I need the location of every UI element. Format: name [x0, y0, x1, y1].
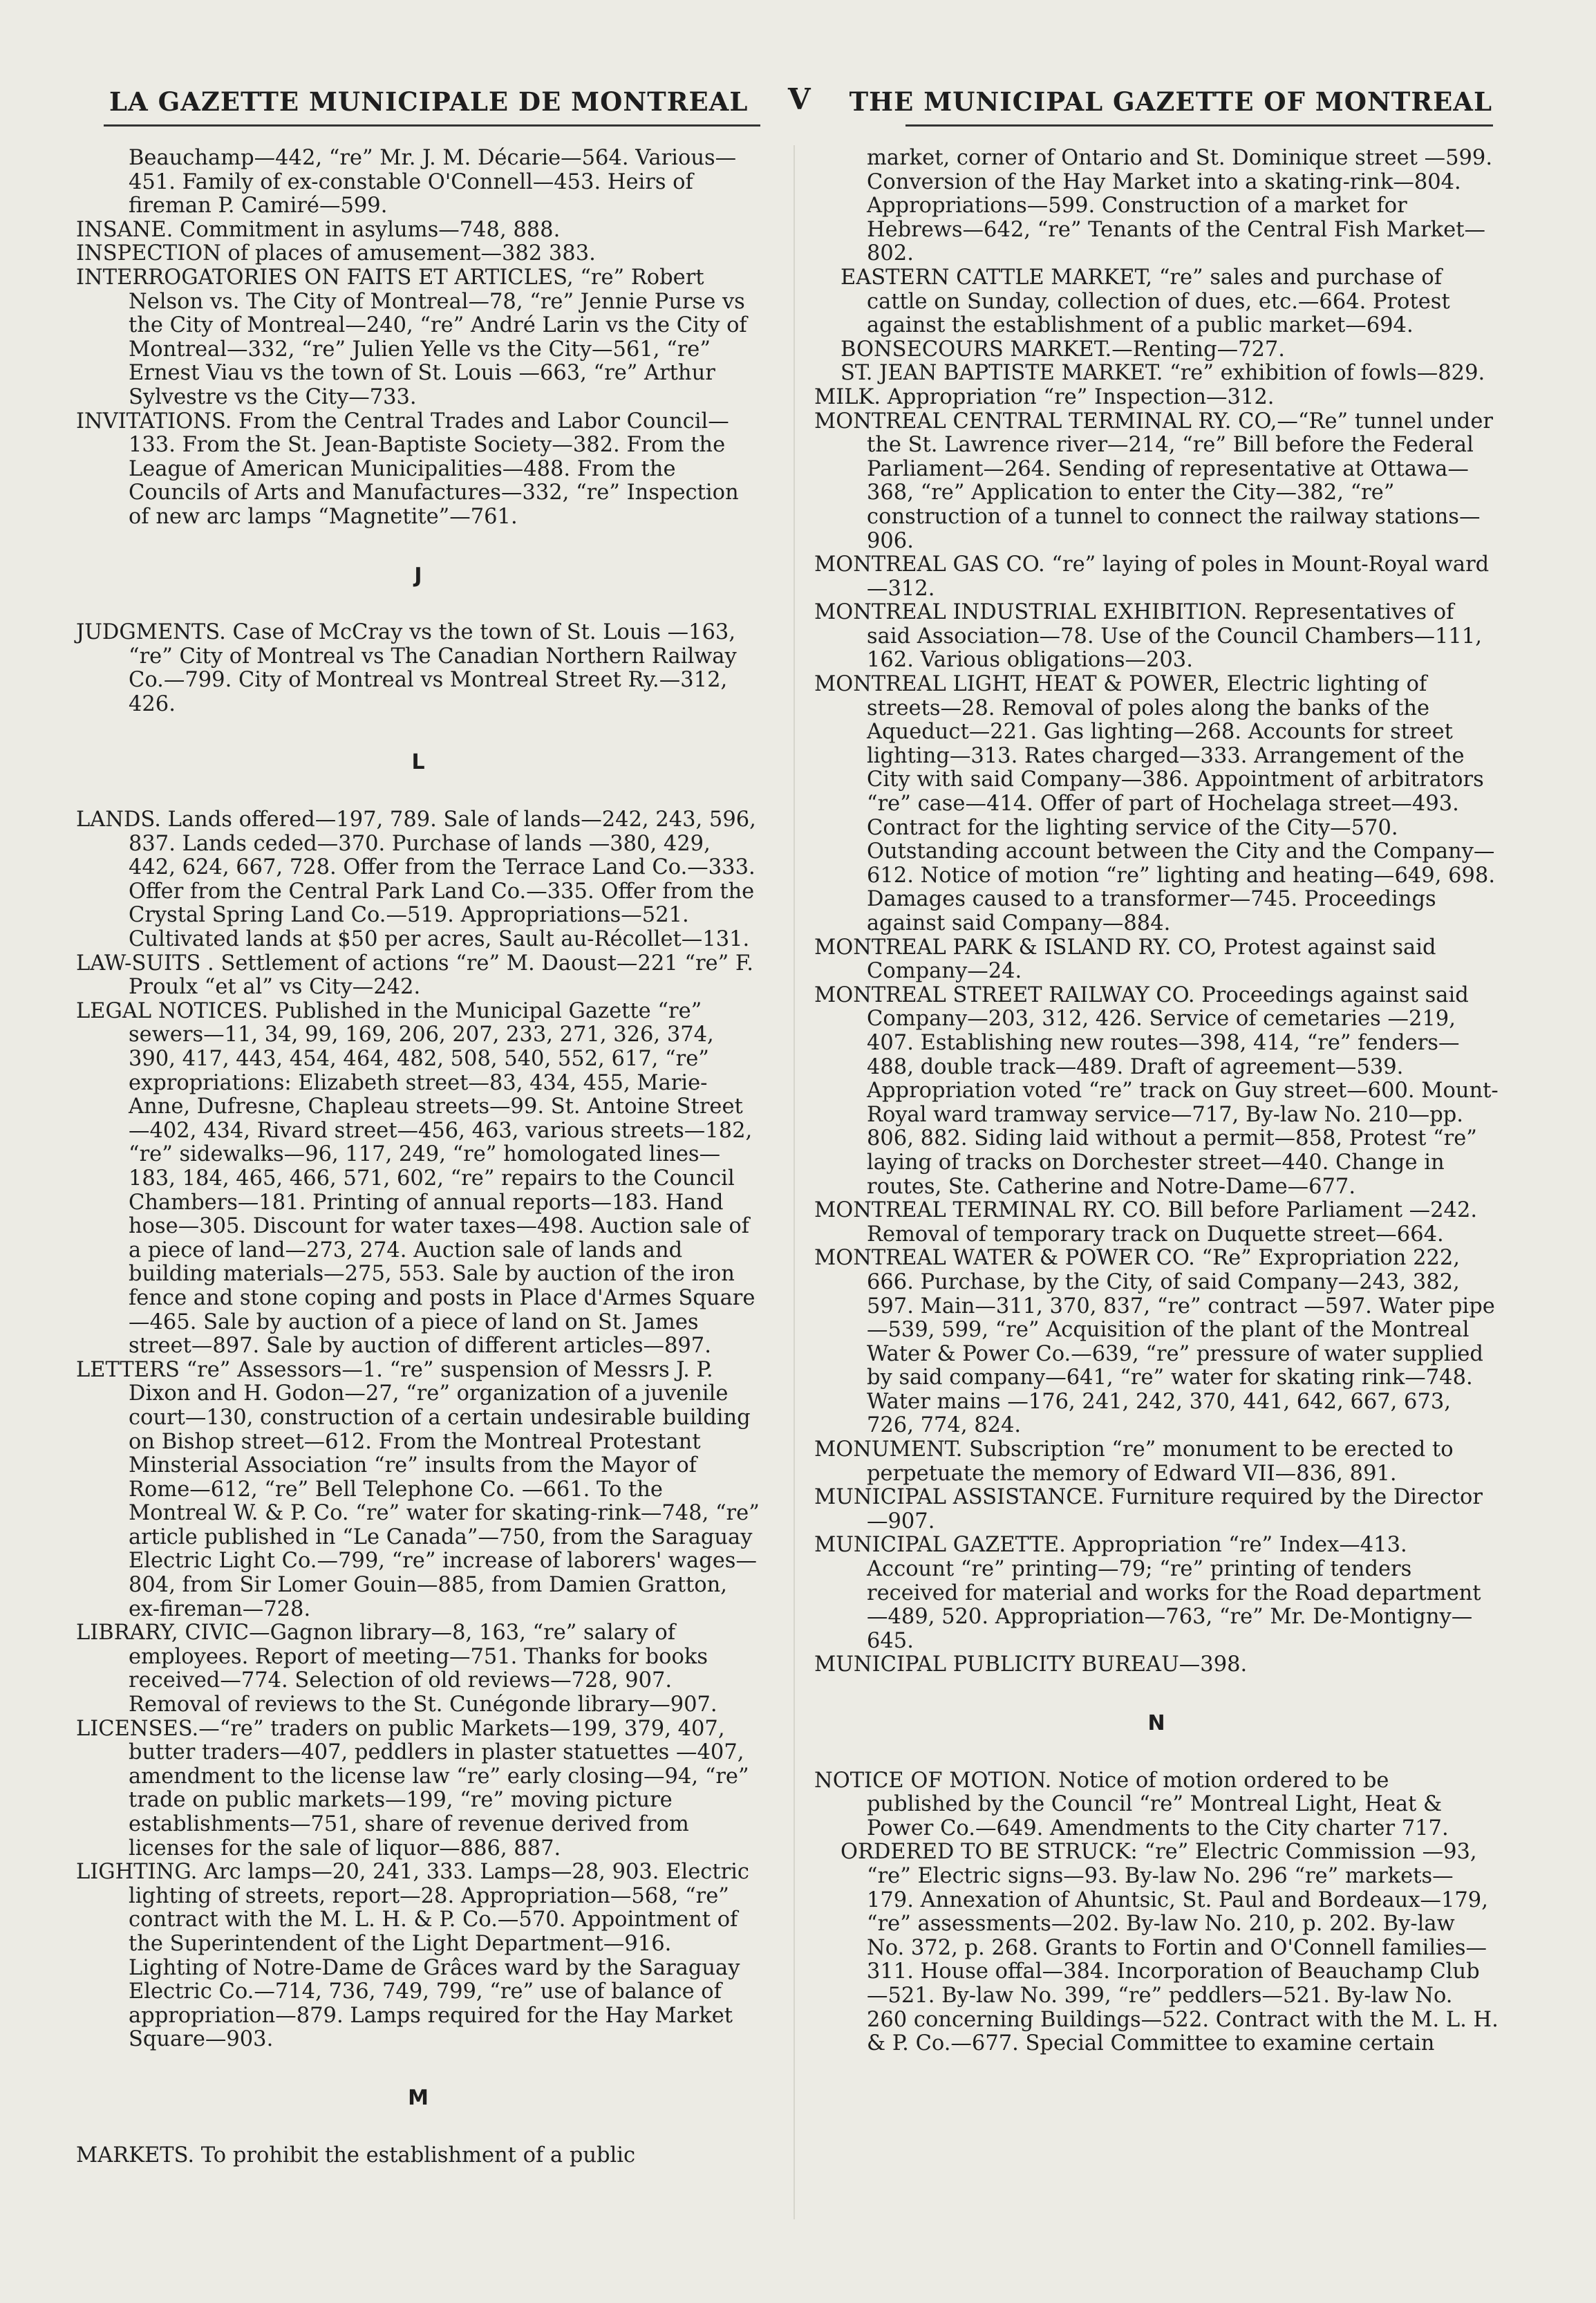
index-entry: MONTREAL CENTRAL TERMINAL RY. CO,—“Re” tunnel under the St. Lawrence river—214, “re” Bill before the Federal Parliament—264. Sending of representative at Ottawa—368, “re” Application to enter the City—382, “re” construction of a tunnel to connect the railway stations—906. — [814, 409, 1493, 553]
index-entry: LAW-SUITS . Settlement of actions “re” M. Daoust—221 “re” F. Proulx “et al” vs City—242. — [76, 951, 753, 1000]
page-header — [104, 80, 1492, 128]
index-entry: MONTREAL WATER & POWER CO. “Re” Expropriation 222, 666. Purchase, by the City, of said Company—243, 382, 597. Main—311, 370, 837, “re” contract —597. Water pipe—539, 599, “re” Acquisition of the plant of the Montreal Water & Power Co.—639, “re” pressure of water supplied by said company—641, “re” water for skating rink—748. Water mains —176, 241, 242, 370, 441, 642, 667, 673, 726, 774, 824. — [814, 1246, 1495, 1438]
index-entry: INVITATIONS. From the Central Trades and Labor Council—133. From the St. Jean-Baptiste Society—382. From the League of American Municipalities—488. From the Councils of Arts and Manufactures—332, “re” Inspection of new arc lamps “Magnetite”—761. — [76, 409, 739, 529]
index-entry: LIBRARY, CIVIC—Gagnon library—8, 163, “re” salary of employees. Report of meeting—751. Thanks for books received—774. Selection of old reviews—728, 907. Removal of reviews to the St. Cunégonde library—907. — [76, 1621, 717, 1717]
index-entry: MONTREAL LIGHT, HEAT & POWER, Electric lighting of streets—28. Removal of poles along the banks of the Aqueduct—221. Gas lighting—268. Accounts for street lighting—313. Rates charged—333. Arrangement of the City with said Company—386. Appointment of arbitrators “re” case—414. Offer of part of Hochelaga street—493. Contract for the lighting service of the City—570. Outstanding account between the City and the Company—612. Notice of motion “re” lighting and heating—649, 698. Damages caused to a transformer—745. Proceedings against said Company—884. — [814, 672, 1496, 935]
index-entry: LICENSES.—“re” traders on public Markets—199, 379, 407, butter traders—407, peddlers in plaster statuettes —407, amendment to the license law “re” early closing—94, “re” trade on public markets—199, “re” moving picture establishments—751, share of revenue derived from licenses for the sale of liquor—886, 887. — [76, 1716, 749, 1861]
index-entry: INSPECTION of places of amusement—382 383. — [76, 241, 596, 266]
index-entry: Beauchamp—442, “re” Mr. J. M. Décarie—564. Various—451. Family of ex-constable O'Connell—453. Heirs of fireman P. Camiré—599. — [129, 146, 737, 218]
header-rule-left — [104, 124, 760, 127]
index-entry: ORDERED TO BE STRUCK: “re” Electric Commission —93, “re” Electric signs—93. By-law No. 296 “re” markets—179. Annexation of Ahuntsic, St. Paul and Bordeaux—179, “re” assessments—202. By-law No. 210, p. 202. By-law No. 372, p. 268. Grants to Fortin and O'Connell families—311. House offal—384. Incorporation of Beauchamp Club—521. By-law No. 399, “re” peddlers—521. By-law No. 260 concerning Buildings—522. Contract with the M. L. H. & P. Co.—677. Special Committee to examine certain — [841, 1840, 1499, 2056]
index-entry: MILK. Appropriation “re” Inspection—312. — [814, 384, 1275, 409]
index-entry: MONUMENT. Subscription “re” monument to be erected to perpetuate the memory of Edward VII—836, 891. — [814, 1437, 1454, 1486]
index-entry: NOTICE OF MOTION. Notice of motion ordered to be published by the Council “re” Montreal Light, Heat & Power Co.—649. Amendments to the City charter 717. — [814, 1768, 1449, 1840]
index-column-left — [76, 147, 760, 2167]
index-entry: MONTREAL PARK & ISLAND RY. CO, Protest against said Company—24. — [814, 935, 1436, 984]
index-entry: MONTREAL TERMINAL RY. CO. Bill before Parliament —242. Removal of temporary track on Duquette street—664. — [814, 1198, 1478, 1247]
index-entry: ST. JEAN BAPTISTE MARKET. “re” exhibition of fowls—829. — [841, 361, 1485, 386]
index-entry: LANDS. Lands offered—197, 789. Sale of lands—242, 243, 596, 837. Lands ceded—370. Purchase of lands —380, 429, 442, 624, 667, 728. Offer from the Terrace Land Co.—333. Offer from the Central Park Land Co.—335. Offer from the Crystal Spring Land Co.—519. Appropriations—521. Cultivated lands at $50 per acres, Sault au-Récollet—131. — [76, 808, 756, 952]
index-entry: MUNICIPAL PUBLICITY BUREAU—398. — [814, 1652, 1248, 1677]
index-entry: MONTREAL STREET RAILWAY CO. Proceedings against said Company—203, 312, 426. Service of cemetaries —219, 407. Establishing new routes—398, 414, “re” fenders—488, double track—489. Draft of agreement—539. Appropriation voted “re” track on Guy street—600. Mount-Royal ward tramway service—717, By-law No. 210—pp. 806, 882. Siding laid without a permit—858, Protest “re” laying of tracks on Dorchester street—440. Change in routes, Ste. Catherine and Notre-Dame—677. — [814, 982, 1499, 1199]
index-entry: JUDGMENTS. Case of McCray vs the town of St. Louis —163, “re” City of Montreal vs The Canadian Northern Railway Co.—799. City of Montreal vs Montreal Street Ry.—312, 426. — [76, 620, 737, 716]
header-french-title: LA GAZETTE MUNICIPALE DE MONTREAL — [109, 86, 749, 117]
index-entry: INTERROGATORIES ON FAITS ET ARTICLES, “re” Robert Nelson vs. The City of Montreal—78, “re” Jennie Purse vs the City of Montreal—240, “re” André Larin vs the City of Montreal—332, “re” Julien Yelle vs the City—561, “re” Ernest Viau vs the town of St. Louis —663, “re” Arthur Sylvestre vs the City—733. — [76, 265, 747, 409]
index-entry: MUNICIPAL GAZETTE. Appropriation “re” Index—413. Account “re” printing—79; “re” printing of tenders received for material and works for the Road department—489, 520. Appropriation—763, “re” Mr. De-Montigny—645. — [814, 1533, 1481, 1653]
index-entry: LETTERS “re” Assessors—1. “re” suspension of Messrs J. P. Dixon and H. Godon—27, “re” organization of a juvenile court—130, construction of a certain undesirable building on Bishop street—612. From the Montreal Protestant Minsterial Association “re” insults from the Mayor of Rome—612, “re” Bell Telephone Co. —661. To the Montreal W. & P. Co. “re” water for skating-rink—748, “re” article published in “Le Canada”—750, from the Saraguay Electric Light Co.—799, “re” increase of laborers' wages—804, from Sir Lomer Gouin—885, from Damien Gratton, ex-fireman—728. — [76, 1357, 760, 1621]
section-letter: N — [1147, 1711, 1165, 1735]
index-entry: EASTERN CATTLE MARKET, “re” sales and purchase of cattle on Sunday, collection of dues, etc.—664. Protest against the establishment of a public market—694. — [841, 265, 1450, 338]
index-entry: MUNICIPAL ASSISTANCE. Furniture required by the Director—907. — [814, 1485, 1483, 1533]
index-entry: LEGAL NOTICES. Published in the Municipal Gazette “re” sewers—11, 34, 99, 169, 206, 207, 233, 271, 326, 374, 390, 417, 443, 454, 464, 482, 508, 540, 552, 617, “re” expropriations: Elizabeth street—83, 434, 455, Marie-Anne, Dufresne, Chapleau streets—99. St. Antoine Street—402, 434, Rivard street—456, 463, various streets—182, “re” sidewalks—96, 117, 249, “re” homologated lines—183, 184, 465, 466, 571, 602, “re” repairs to the Council Chambers—181. Printing of annual reports—183. Hand hose—305. Discount for water taxes—498. Auction sale of a piece of land—273, 274. Auction sale of lands and building materials—275, 553. Sale by auction of the iron fence and stone coping and posts in Place d'Armes Square—465. Sale by auction of a piece of land on St. James street—897. Sale by auction of different articles—897. — [76, 998, 755, 1359]
index-entry: market, corner of Ontario and St. Dominique street —599. Conversion of the Hay Market into a skating-rink—804. Appropriations—599. Construction of a market for Hebrews—642, “re” Tenants of the Central Fish Market—802. — [867, 146, 1493, 266]
header-rule-right — [905, 124, 1493, 127]
index-column-right — [814, 147, 1499, 2056]
index-entry: MONTREAL INDUSTRIAL EXHIBITION. Representatives of said Association—78. Use of the Council Chambers—111, 162. Various obligations—203. — [814, 600, 1482, 673]
section-letter: L — [411, 750, 425, 775]
section-letter: M — [408, 2085, 429, 2110]
section-letter: J — [414, 563, 422, 588]
index-entry: MARKETS. To prohibit the establishment of a public — [76, 2143, 636, 2167]
header-english-title: THE MUNICIPAL GAZETTE OF MONTREAL — [849, 86, 1492, 117]
index-entry: BONSECOURS MARKET.—Renting—727. — [841, 337, 1286, 362]
column-divider — [794, 145, 795, 2219]
index-entry: INSANE. Commitment in asylums—748, 888. — [76, 217, 561, 242]
page-number: V — [788, 82, 811, 116]
index-entry: MONTREAL GAS CO. “re” laying of poles in Mount-Royal ward—312. — [814, 552, 1490, 601]
index-entry: LIGHTING. Arc lamps—20, 241, 333. Lamps—28, 903. Electric lighting of streets, report—28. Appropriation—568, “re” contract with the M. L. H. & P. Co.—570. Appointment of the Superintendent of the Light Department—916. Lighting of Notre-Dame de Grâces ward by the Saraguay Electric Co.—714, 736, 749, 799, “re” use of balance of appropriation—879. Lamps required for the Hay Market Square—903. — [76, 1860, 750, 2052]
